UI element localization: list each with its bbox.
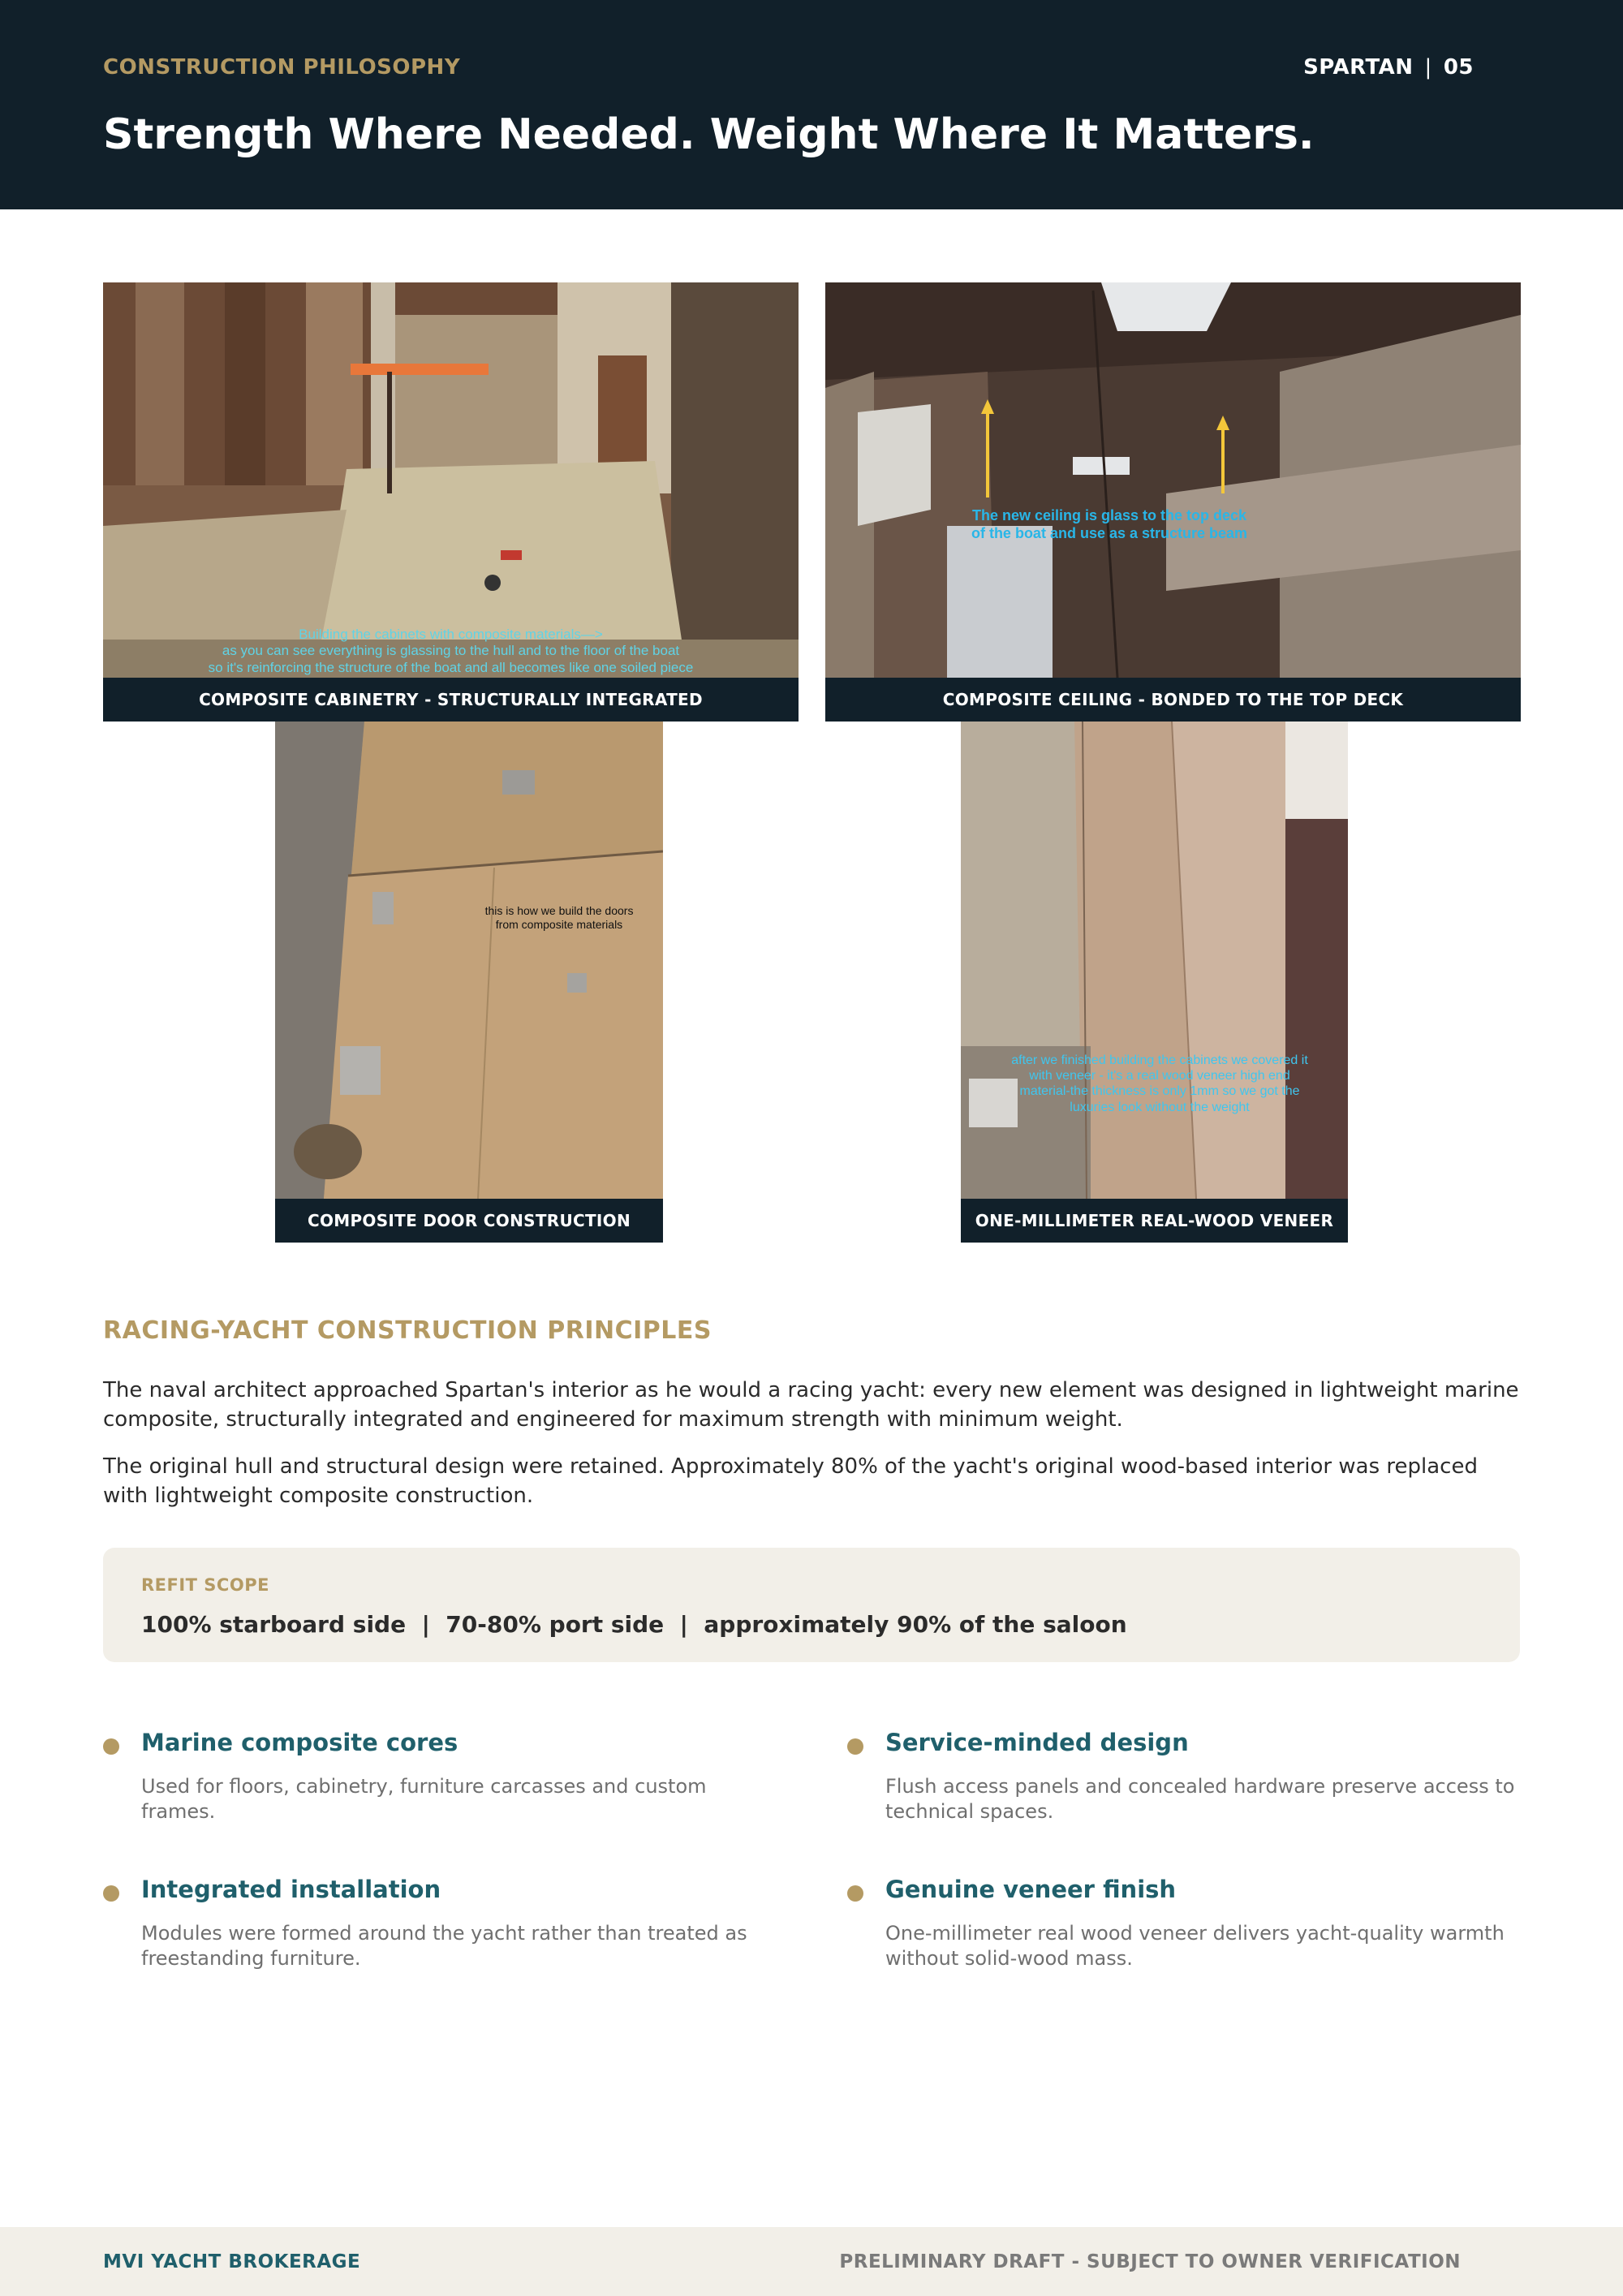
annotation-line: material-the thickness is only 1mm so we got the <box>1019 1084 1300 1099</box>
section-eyebrow: CONSTRUCTION PHILOSOPHY <box>103 55 461 80</box>
page-header <box>0 0 1623 209</box>
feature-description: Flush access panels and concealed hardware preserve access to technical spaces. <box>885 1775 1515 1823</box>
cabinetry-annotation <box>103 627 799 676</box>
photo-caption: COMPOSITE CEILING - BONDED TO THE TOP DECK <box>825 678 1521 722</box>
page-number: 05 <box>1443 55 1474 80</box>
annotation-line: so it's reinforcing the structure of the boat and all becomes like one soiled piece <box>208 659 694 675</box>
annotation-line: as you can see everything is glassing to the hull and to the floor of the boat <box>222 643 680 659</box>
annotation-line: with veneer - it's a real wood veneer high end <box>1029 1069 1290 1083</box>
annotation-line: this is how we build the doors <box>484 904 634 917</box>
bullet-dot-icon <box>847 1738 863 1755</box>
photo-real-wood-veneer <box>961 722 1348 1243</box>
body-paragraph: The naval architect approached Spartan's interior as he would a racing yacht: every new element was designed in lightweight marine composite, structurally integrated and engineered for maximum strength with minimum weight. <box>103 1378 1519 1432</box>
ceiling-annotation <box>825 507 1393 542</box>
footer-draft-notice: PRELIMINARY DRAFT - SUBJECT TO OWNER VERIFICATION <box>839 2251 1461 2272</box>
page-reference <box>1303 55 1474 80</box>
feature-title: Service-minded design <box>885 1729 1189 1756</box>
section-title: RACING-YACHT CONSTRUCTION PRINCIPLES <box>103 1316 712 1345</box>
photo-caption: COMPOSITE DOOR CONSTRUCTION <box>275 1199 663 1243</box>
bullet-dot-icon <box>103 1738 119 1755</box>
feature-title: Integrated installation <box>141 1876 441 1903</box>
door-annotation <box>462 904 657 932</box>
annotation-line: luxuries look without the weight <box>1070 1100 1250 1114</box>
feature-title: Marine composite cores <box>141 1729 458 1756</box>
refit-scope-value: 100% starboard side | 70-80% port side | approximately 90% of the saloon <box>141 1611 1127 1638</box>
photo-composite-cabinetry <box>103 282 799 722</box>
footer-company: MVI YACHT BROKERAGE <box>103 2251 361 2272</box>
refit-scope-box <box>103 1548 1520 1662</box>
body-paragraph: The original hull and structural design were retained. Approximately 80% of the yacht's original wood-based interior was replaced with lightweight composite construction. <box>103 1454 1478 1508</box>
annotation-line: after we finished building the cabinets we covered it <box>1011 1053 1308 1067</box>
veneer-photo-image <box>961 722 1348 1199</box>
veneer-annotation <box>977 1053 1342 1115</box>
photo-caption: ONE-MILLIMETER REAL-WOOD VENEER <box>961 1199 1348 1243</box>
cabinetry-photo-image <box>103 282 799 678</box>
refit-scope-label: REFIT SCOPE <box>141 1575 269 1595</box>
brand-name: SPARTAN <box>1303 55 1414 80</box>
page-reference-separator: | <box>1424 55 1432 80</box>
page-footer <box>0 2227 1623 2296</box>
door-photo-image <box>275 722 663 1199</box>
annotation-line: The new ceiling is glass to the top deck <box>971 507 1247 523</box>
annotation-line: Building the cabinets with composite materials—> <box>299 627 603 642</box>
feature-description: One-millimeter real wood veneer delivers yacht-quality warmth without solid-wood mass. <box>885 1922 1505 1970</box>
ceiling-photo-image <box>825 282 1521 678</box>
photo-composite-ceiling <box>825 282 1521 722</box>
bullet-dot-icon <box>103 1885 119 1902</box>
page-headline: Strength Where Needed. Weight Where It Matters. <box>103 110 1315 159</box>
feature-description: Used for floors, cabinetry, furniture carcasses and custom frames. <box>141 1775 707 1823</box>
feature-description: Modules were formed around the yacht rather than treated as freestanding furniture. <box>141 1922 747 1970</box>
feature-title: Genuine veneer finish <box>885 1876 1177 1903</box>
annotation-line: from composite materials <box>495 917 623 931</box>
annotation-line: of the boat and use as a structure beam <box>971 524 1248 541</box>
photo-composite-door <box>275 722 663 1243</box>
bullet-dot-icon <box>847 1885 863 1902</box>
photo-caption: COMPOSITE CABINETRY - STRUCTURALLY INTEGRATED <box>103 678 799 722</box>
